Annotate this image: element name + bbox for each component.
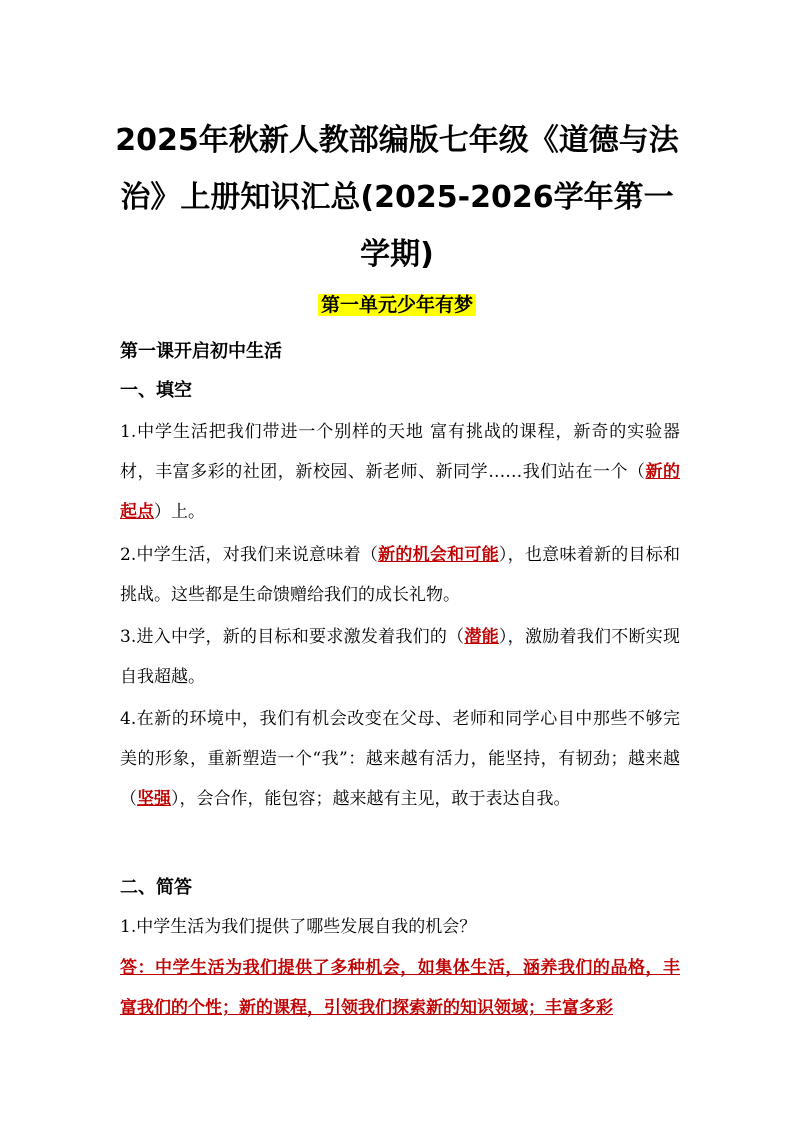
lesson-heading: 第一课开启初中生活 — [120, 341, 282, 362]
fill-item-text: 4.在新的环境中，我们有机会改变在父母、老师和同学心目中那些不够完美的形象，重新塑造一个“我”：越来越有活力，能坚持，有韧劲；越来越（ — [120, 709, 680, 809]
fill-item-3 — [120, 617, 680, 697]
fill-item-2 — [120, 535, 680, 615]
fill-item-answer: 新的机会和可能 — [378, 545, 499, 565]
fill-item-4 — [120, 699, 680, 819]
fill-item-answer: 潜能 — [464, 627, 499, 647]
fill-item-text: 2.中学生活，对我们来说意味着（ — [120, 545, 379, 565]
fill-item-answer: 新的起点 — [120, 462, 681, 522]
fill-item-1 — [120, 412, 680, 532]
fill-item-text: 1.中学生活把我们带进一个别样的天地 富有挑战的课程，新奇的实验器材，丰富多彩的社团，新校园、新老师、新同学……我们站在一个（ — [120, 422, 680, 482]
section-fill-blank-heading: 一、填空 — [120, 380, 192, 401]
short-answer-question: 1.中学生活为我们提供了哪些发展自我的机会？ — [120, 917, 477, 937]
unit-heading-wrapper — [0, 291, 794, 319]
unit-heading: 第一单元少年有梦 — [318, 294, 476, 316]
fill-item-answer: 坚强 — [137, 789, 171, 809]
document-title: 2025年秋新人教部编版七年级《道德与法治》上册知识汇总(2025-2026学年第一学期) — [115, 123, 679, 272]
fill-item-text: ），也意味着新的目标和挑战。这些都是生命馈赠给我们的成长礼物。 — [120, 545, 680, 605]
section-short-answer-heading: 二、简答 — [120, 877, 192, 898]
fill-item-text: ），激励着我们不断实现自我超越。 — [120, 627, 681, 687]
fill-item-text: ）上。 — [154, 502, 205, 522]
fill-item-text: 3.进入中学，新的目标和要求激发着我们的（ — [120, 627, 465, 647]
short-answer-answer: 答：中学生活为我们提供了多种机会，如集体生活，涵养我们的品格，丰富我们的个性；新的课程，引领我们探索新的知识领域；丰富多彩 — [120, 958, 680, 1018]
fill-item-text: ），会合作，能包容；越来越有主见，敢于表达自我。 — [171, 789, 571, 809]
